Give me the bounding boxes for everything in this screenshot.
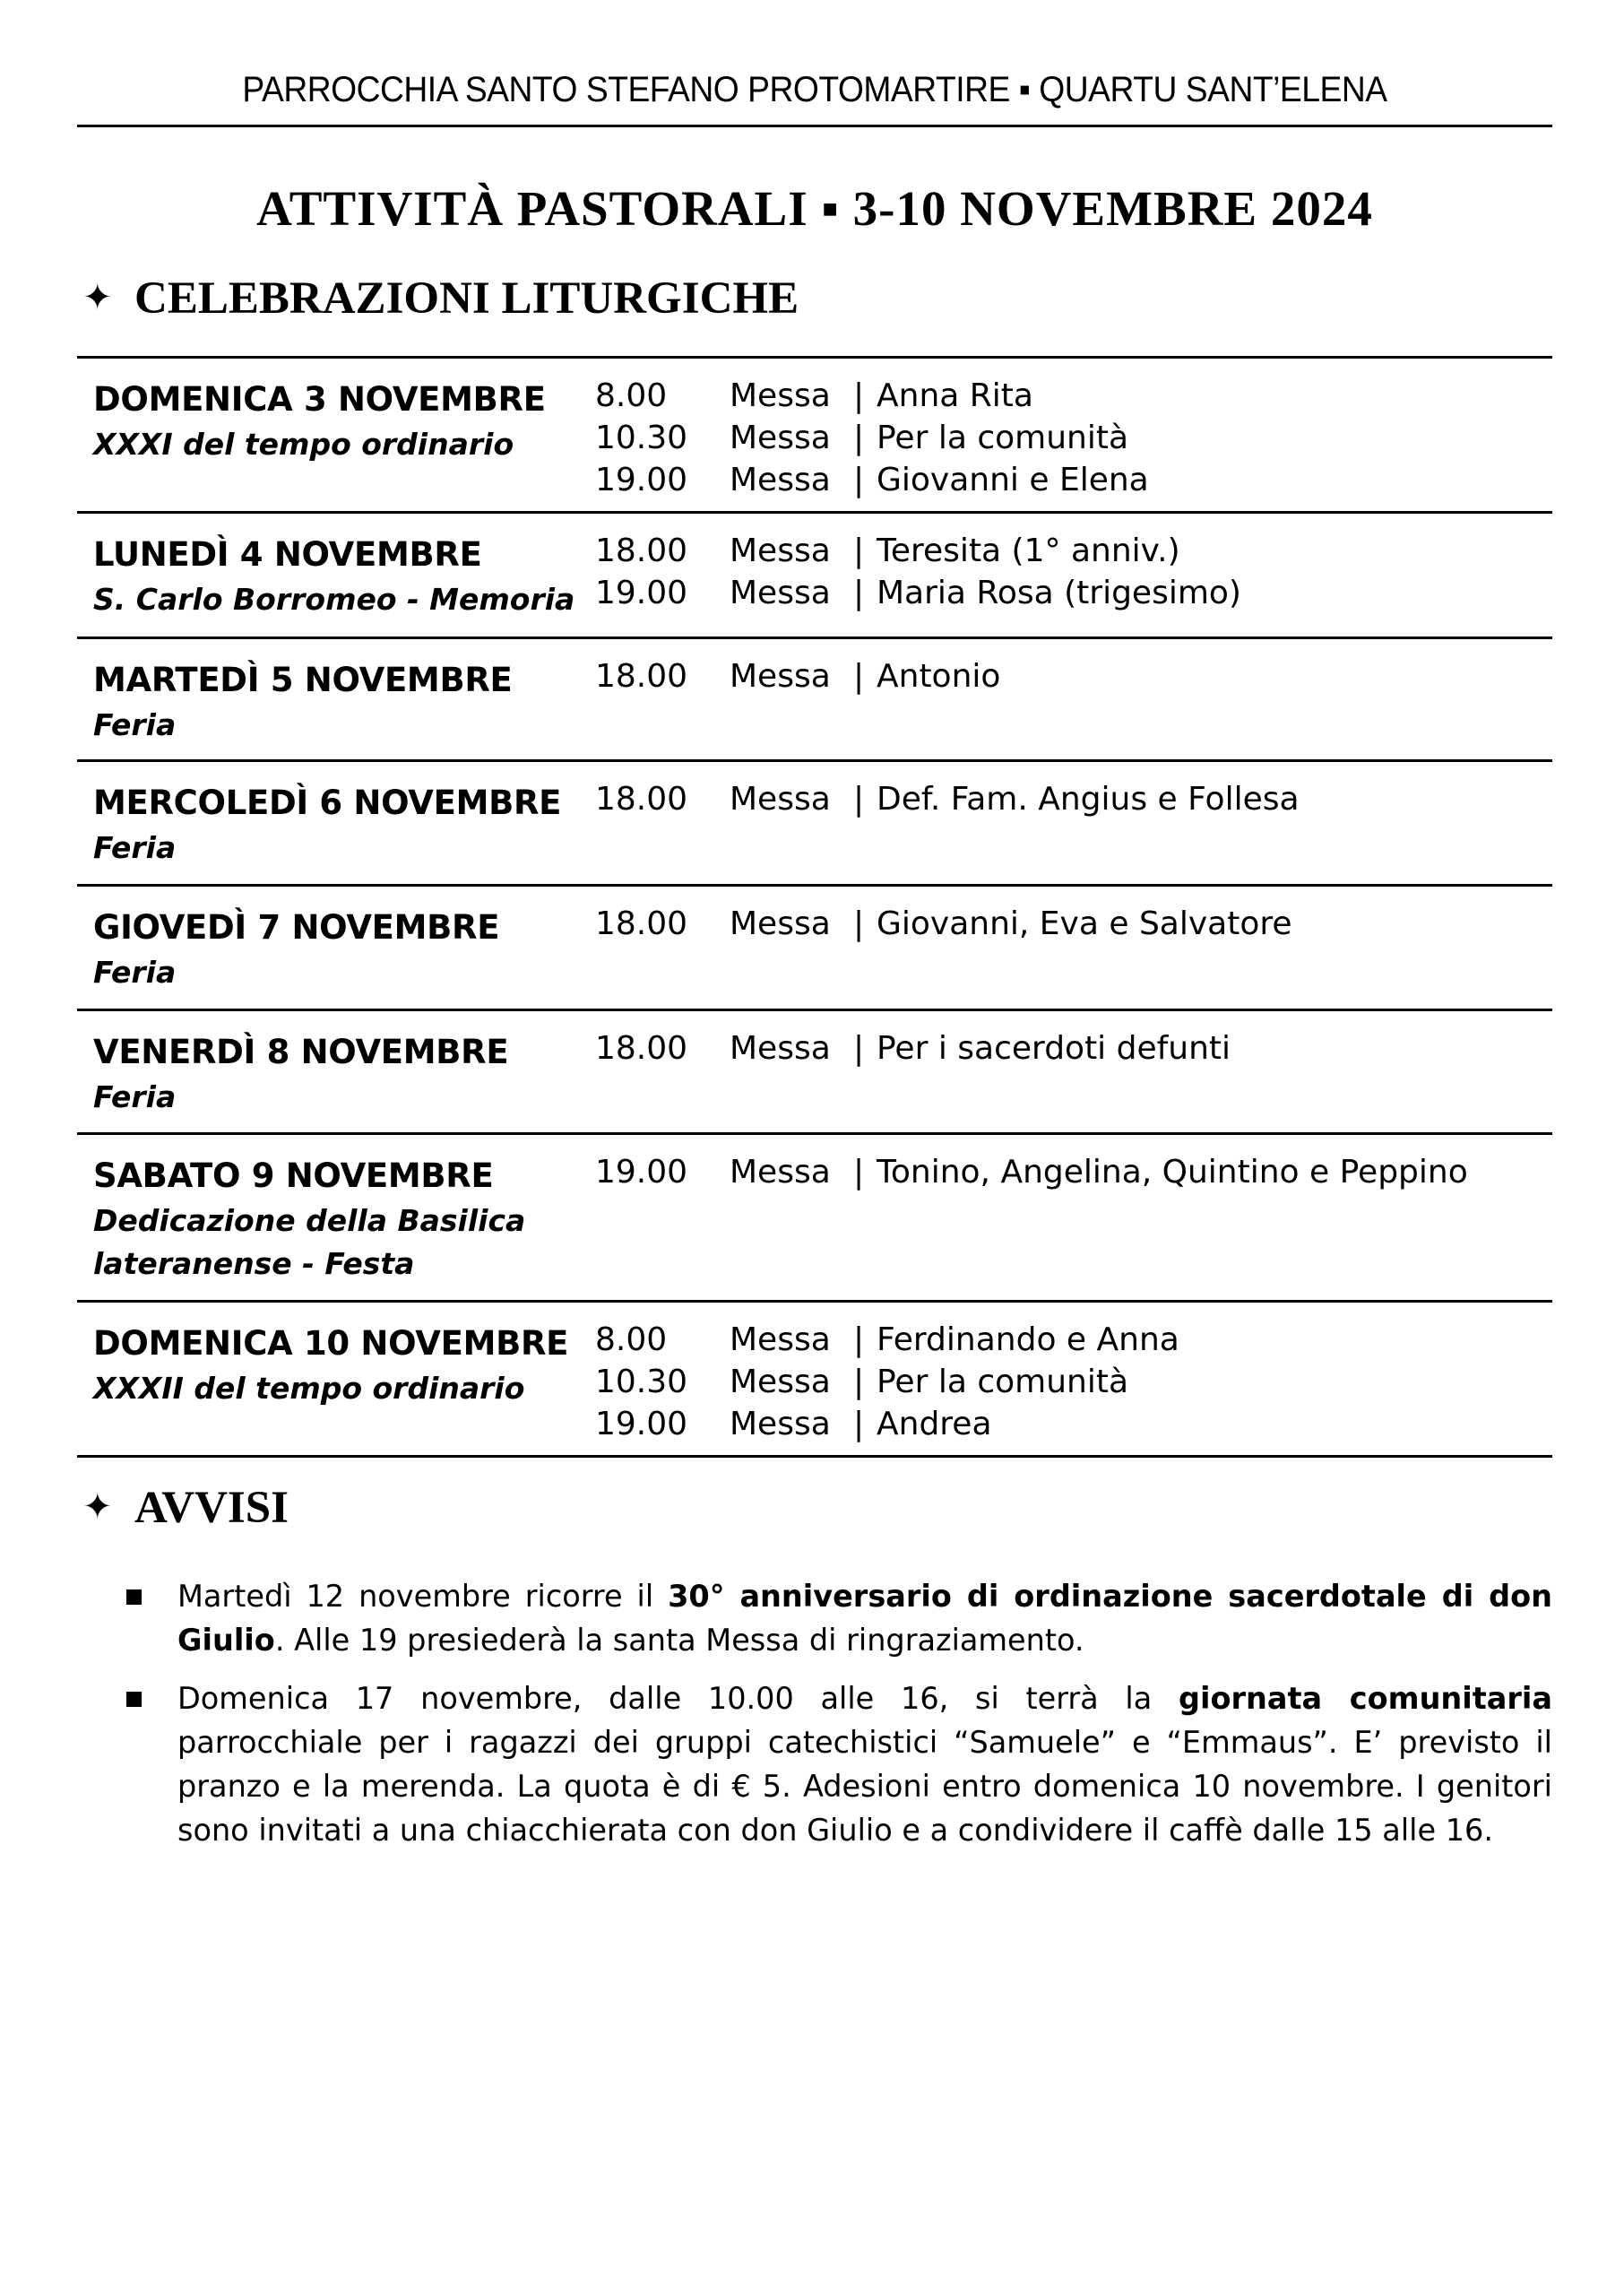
mass-sep: | bbox=[853, 533, 865, 569]
mass-entry bbox=[595, 459, 1545, 501]
mass-type: Messa bbox=[730, 1321, 831, 1358]
mass-entry bbox=[595, 1027, 1545, 1070]
schedule-day-row bbox=[77, 762, 1552, 887]
section-heading-notices-label: AVVISI bbox=[134, 1483, 289, 1533]
notice-text: Domenica 17 novembre, dalle 10.00 alle 16, si terrà la bbox=[177, 1681, 1179, 1716]
header-divider bbox=[77, 125, 1552, 127]
liturgical-schedule-table bbox=[77, 356, 1552, 1458]
mass-time: 10.30 bbox=[595, 1364, 688, 1400]
mass-sep: | bbox=[853, 462, 865, 498]
mass-sep: | bbox=[853, 575, 865, 611]
notice-text: Martedì 12 novembre ricorre il bbox=[177, 1579, 669, 1614]
notice-text: . Alle 19 presiederà la santa Messa di ringraziamento. bbox=[274, 1623, 1084, 1658]
mass-intent: Antonio bbox=[877, 658, 1001, 695]
mass-time: 10.30 bbox=[595, 420, 688, 456]
mass-list bbox=[595, 530, 1545, 614]
mass-entry bbox=[595, 1403, 1545, 1445]
notice-item bbox=[77, 1676, 1552, 1852]
mass-sep: | bbox=[853, 905, 865, 942]
mass-time: 18.00 bbox=[595, 658, 688, 695]
day-name: DOMENICA 3 NOVEMBRE bbox=[93, 380, 546, 419]
mass-list bbox=[595, 1319, 1545, 1445]
mass-list bbox=[595, 655, 1545, 697]
square-bullet-icon bbox=[126, 1589, 142, 1605]
mass-intent: Def. Fam. Angius e Follesa bbox=[877, 781, 1300, 818]
day-info bbox=[93, 1321, 649, 1410]
schedule-day-row bbox=[77, 1303, 1552, 1458]
liturgical-note: lateranense - Festa bbox=[93, 1246, 415, 1281]
mass-type: Messa bbox=[730, 658, 831, 695]
mass-list bbox=[595, 1151, 1545, 1193]
mass-type: Messa bbox=[730, 1154, 831, 1191]
schedule-day-row bbox=[77, 1011, 1552, 1135]
notice-text: parrocchiale per i ragazzi dei gruppi catechistici “Samuele” e “Emmaus”. E’ previsto il pranzo e la merenda. La quota è di € 5. Adesioni entro domenica 10 novembre. I genitori sono invitati a una chiacchierata con don Giulio e a condividere il caffè dalle 15 alle 16. bbox=[177, 1725, 1552, 1848]
day-info bbox=[93, 905, 649, 994]
schedule-day-row bbox=[77, 887, 1552, 1011]
mass-intent: Ferdinando e Anna bbox=[877, 1321, 1179, 1358]
mass-entry bbox=[595, 530, 1545, 572]
notice-item bbox=[77, 1574, 1552, 1662]
mass-sep: | bbox=[853, 1406, 865, 1442]
mass-intent: Per la comunità bbox=[877, 420, 1129, 456]
mass-time: 8.00 bbox=[595, 1321, 668, 1358]
day-info bbox=[93, 1153, 649, 1286]
star-icon: ✦ bbox=[82, 277, 113, 318]
mass-type: Messa bbox=[730, 1030, 831, 1067]
mass-list bbox=[595, 375, 1545, 501]
mass-type: Messa bbox=[730, 377, 831, 414]
mass-time: 18.00 bbox=[595, 781, 688, 818]
liturgical-note: Dedicazione della Basilica bbox=[93, 1203, 526, 1238]
square-bullet-icon bbox=[126, 1692, 142, 1707]
day-name: GIOVEDÌ 7 NOVEMBRE bbox=[93, 908, 500, 947]
mass-entry bbox=[595, 375, 1545, 417]
day-name: SABATO 9 NOVEMBRE bbox=[93, 1156, 494, 1195]
day-info bbox=[93, 780, 649, 870]
mass-time: 8.00 bbox=[595, 377, 668, 414]
mass-type: Messa bbox=[730, 533, 831, 569]
section-heading-celebrations bbox=[82, 269, 799, 327]
mass-intent: Tonino, Angelina, Quintino e Peppino bbox=[877, 1154, 1468, 1191]
day-info bbox=[93, 1029, 649, 1119]
mass-sep: | bbox=[853, 1364, 865, 1400]
day-name: MARTEDÌ 5 NOVEMBRE bbox=[93, 661, 513, 699]
day-name: MERCOLEDÌ 6 NOVEMBRE bbox=[93, 784, 562, 822]
mass-intent: Per i sacerdoti defunti bbox=[877, 1030, 1231, 1067]
section-heading-notices bbox=[82, 1478, 289, 1537]
star-icon: ✦ bbox=[82, 1486, 113, 1528]
mass-time: 18.00 bbox=[595, 1030, 688, 1067]
day-info bbox=[93, 532, 649, 621]
day-name: LUNEDÌ 4 NOVEMBRE bbox=[93, 535, 482, 574]
mass-sep: | bbox=[853, 1030, 865, 1067]
mass-type: Messa bbox=[730, 420, 831, 456]
mass-time: 19.00 bbox=[595, 1406, 688, 1442]
mass-intent: Andrea bbox=[877, 1406, 992, 1442]
day-name: DOMENICA 10 NOVEMBRE bbox=[93, 1324, 569, 1363]
mass-intent: Giovanni, Eva e Salvatore bbox=[877, 905, 1292, 942]
liturgical-note: XXXII del tempo ordinario bbox=[93, 1371, 525, 1406]
mass-sep: | bbox=[853, 781, 865, 818]
mass-sep: | bbox=[853, 1321, 865, 1358]
mass-entry bbox=[595, 778, 1545, 820]
mass-time: 19.00 bbox=[595, 1154, 688, 1191]
liturgical-note: Feria bbox=[93, 1079, 177, 1114]
day-info bbox=[93, 657, 649, 747]
mass-time: 19.00 bbox=[595, 575, 688, 611]
mass-type: Messa bbox=[730, 1364, 831, 1400]
mass-type: Messa bbox=[730, 462, 831, 498]
mass-entry bbox=[595, 1151, 1545, 1193]
mass-intent: Anna Rita bbox=[877, 377, 1033, 414]
liturgical-note: Feria bbox=[93, 830, 177, 865]
mass-list bbox=[595, 903, 1545, 945]
mass-time: 18.00 bbox=[595, 905, 688, 942]
mass-entry bbox=[595, 1361, 1545, 1403]
mass-sep: | bbox=[853, 420, 865, 456]
notice-highlight: giornata comunitaria bbox=[1178, 1681, 1552, 1716]
day-info bbox=[93, 377, 649, 466]
schedule-day-row bbox=[77, 359, 1552, 514]
mass-sep: | bbox=[853, 658, 865, 695]
liturgical-note: XXXI del tempo ordinario bbox=[93, 427, 514, 462]
mass-time: 18.00 bbox=[595, 533, 688, 569]
liturgical-note: Feria bbox=[93, 955, 177, 990]
mass-intent: Teresita (1° anniv.) bbox=[877, 533, 1180, 569]
mass-entry bbox=[595, 1319, 1545, 1361]
notice-highlight: 30° anniversario di ordinazione sacerdotale di don Giulio bbox=[177, 1579, 1553, 1658]
mass-entry bbox=[595, 417, 1545, 459]
mass-entry bbox=[595, 903, 1545, 945]
mass-type: Messa bbox=[730, 781, 831, 818]
liturgical-note: S. Carlo Borromeo - Memoria bbox=[93, 582, 575, 617]
mass-entry bbox=[595, 572, 1545, 614]
section-heading-celebrations-label: CELEBRAZIONI LITURGICHE bbox=[134, 273, 799, 324]
day-name: VENERDÌ 8 NOVEMBRE bbox=[93, 1033, 509, 1071]
notices-list bbox=[77, 1574, 1552, 1866]
schedule-day-row bbox=[77, 1135, 1552, 1303]
mass-list bbox=[595, 778, 1545, 820]
liturgical-note: Feria bbox=[93, 707, 177, 742]
schedule-day-row bbox=[77, 639, 1552, 762]
mass-type: Messa bbox=[730, 575, 831, 611]
mass-entry bbox=[595, 655, 1545, 697]
mass-type: Messa bbox=[730, 905, 831, 942]
mass-type: Messa bbox=[730, 1406, 831, 1442]
mass-intent: Per la comunità bbox=[877, 1364, 1129, 1400]
mass-intent: Giovanni e Elena bbox=[877, 462, 1149, 498]
parish-header: PARROCCHIA SANTO STEFANO PROTOMARTIRE ▪ QUARTU SANT’ELENA bbox=[242, 70, 1387, 109]
document-title: ATTIVITÀ PASTORALI ▪ 3-10 NOVEMBRE 2024 bbox=[256, 181, 1373, 236]
mass-sep: | bbox=[853, 1154, 865, 1191]
mass-sep: | bbox=[853, 377, 865, 414]
mass-intent: Maria Rosa (trigesimo) bbox=[877, 575, 1241, 611]
mass-list bbox=[595, 1027, 1545, 1070]
schedule-day-row bbox=[77, 514, 1552, 639]
mass-time: 19.00 bbox=[595, 462, 688, 498]
